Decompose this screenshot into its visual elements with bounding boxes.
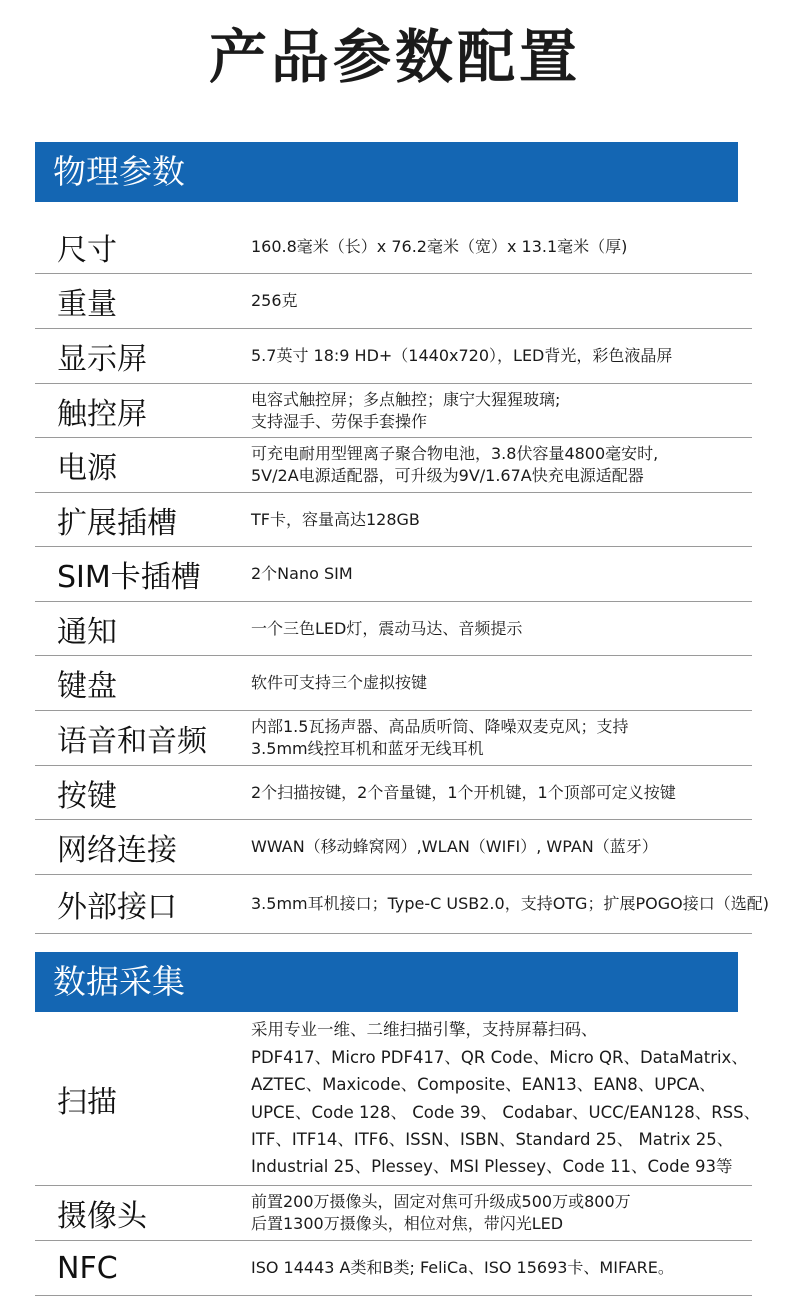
- spec-row-network: [35, 820, 752, 875]
- spec-label: 语音和音频: [57, 724, 207, 759]
- spec-value: 2个Nano SIM: [251, 564, 353, 583]
- spec-label: 扩展插槽: [57, 505, 177, 541]
- spec-row-scan: [35, 1012, 761, 1186]
- spec-label: 键盘: [57, 669, 117, 704]
- spec-value: 采用专业一维、二维扫描引擎，支持屏幕扫码、 PDF417、Micro PDF417、QR Code、Micro QR、DataMatrix、 AZTEC、Maxicode、Composite、EAN13、EAN8、UPCA、 UPCE、Code 128、 Code 39、 Codabar、UCC/EAN128、RSS、 ITF、ITF14、ITF6、ISSN、ISBN、Standard 25、 Matrix 25、 Industrial 25、Plessey、MSI Plessey、Code 11、Code 93等: [251, 1020, 761, 1177]
- spec-row-audio: [35, 711, 752, 766]
- spec-row-keyboard: [35, 656, 752, 711]
- spec-value: WWAN（移动蜂窝网）,WLAN（WIFI）, WPAN（蓝牙）: [251, 837, 658, 856]
- spec-label: 触控屏: [57, 396, 147, 432]
- spec-row-external-ports: [35, 875, 769, 934]
- spec-row-weight: [35, 274, 752, 329]
- spec-value: 电容式触控屏；多点触控；康宁大猩猩玻璃; 支持湿手、劳保手套操作: [251, 389, 561, 431]
- spec-label: 重量: [57, 287, 117, 322]
- spec-value: 前置200万摄像头，固定对焦可升级成500万或800万 后置1300万摄像头，相位对焦，带闪光LED: [251, 1192, 631, 1233]
- spec-value: 3.5mm耳机接口；Type-C USB2.0，支持OTG；扩展POGO接口（选配): [251, 894, 769, 913]
- spec-value: 256克: [251, 291, 298, 310]
- spec-value: 5.7英寸 18:9 HD+（1440x720），LED背光，彩色液晶屏: [251, 346, 673, 365]
- spec-row-nfc: [35, 1241, 752, 1296]
- section-header-physical: 物理参数: [35, 142, 738, 202]
- spec-row-power: [35, 438, 752, 493]
- spec-label: 通知: [57, 614, 117, 650]
- spec-row-sim-slot: [35, 547, 752, 602]
- spec-value: 2个扫描按键，2个音量键，1个开机键，1个顶部可定义按键: [251, 782, 676, 802]
- spec-value: TF卡，容量高达128GB: [251, 509, 420, 529]
- spec-label: 尺寸: [57, 232, 117, 268]
- spec-label: 网络连接: [57, 833, 177, 868]
- spec-label: NFC: [57, 1250, 118, 1286]
- section-header-data-capture: 数据采集: [35, 952, 738, 1012]
- spec-label: 扫描: [57, 1084, 117, 1120]
- spec-row-touchscreen: [35, 384, 752, 438]
- spec-label: 摄像头: [57, 1199, 147, 1234]
- spec-value: 160.8毫米（长）x 76.2毫米（宽）x 13.1毫米（厚): [251, 236, 628, 256]
- spec-row-camera: [35, 1186, 752, 1241]
- spec-label: 电源: [57, 451, 117, 486]
- spec-label: 显示屏: [57, 342, 147, 377]
- spec-label: 外部接口: [57, 890, 177, 925]
- page-title: 产品参数配置: [208, 23, 581, 91]
- spec-row-buttons: [35, 766, 752, 820]
- spec-value: 一个三色LED灯，震动马达、音频提示: [251, 618, 523, 638]
- spec-row-notification: [35, 602, 752, 656]
- spec-value: ISO 14443 A类和B类; FeliCa、ISO 15693卡、MIFARE。: [251, 1258, 674, 1277]
- spec-value: 软件可支持三个虚拟按键: [251, 673, 428, 692]
- spec-row-expansion-slot: [35, 493, 752, 547]
- spec-label: SIM卡插槽: [57, 560, 201, 595]
- spec-value: 内部1.5瓦扬声器、高品质听筒、降噪双麦克风；支持 3.5mm线控耳机和蓝牙无线耳机: [251, 717, 629, 758]
- spec-value: 可充电耐用型锂离子聚合物电池，3.8伏容量4800毫安时, 5V/2A电源适配器，可升级为9V/1.67A快充电源适配器: [251, 444, 659, 485]
- spec-label: 按键: [57, 778, 117, 814]
- spec-row-display: [35, 329, 752, 384]
- spec-row-size: [35, 220, 752, 274]
